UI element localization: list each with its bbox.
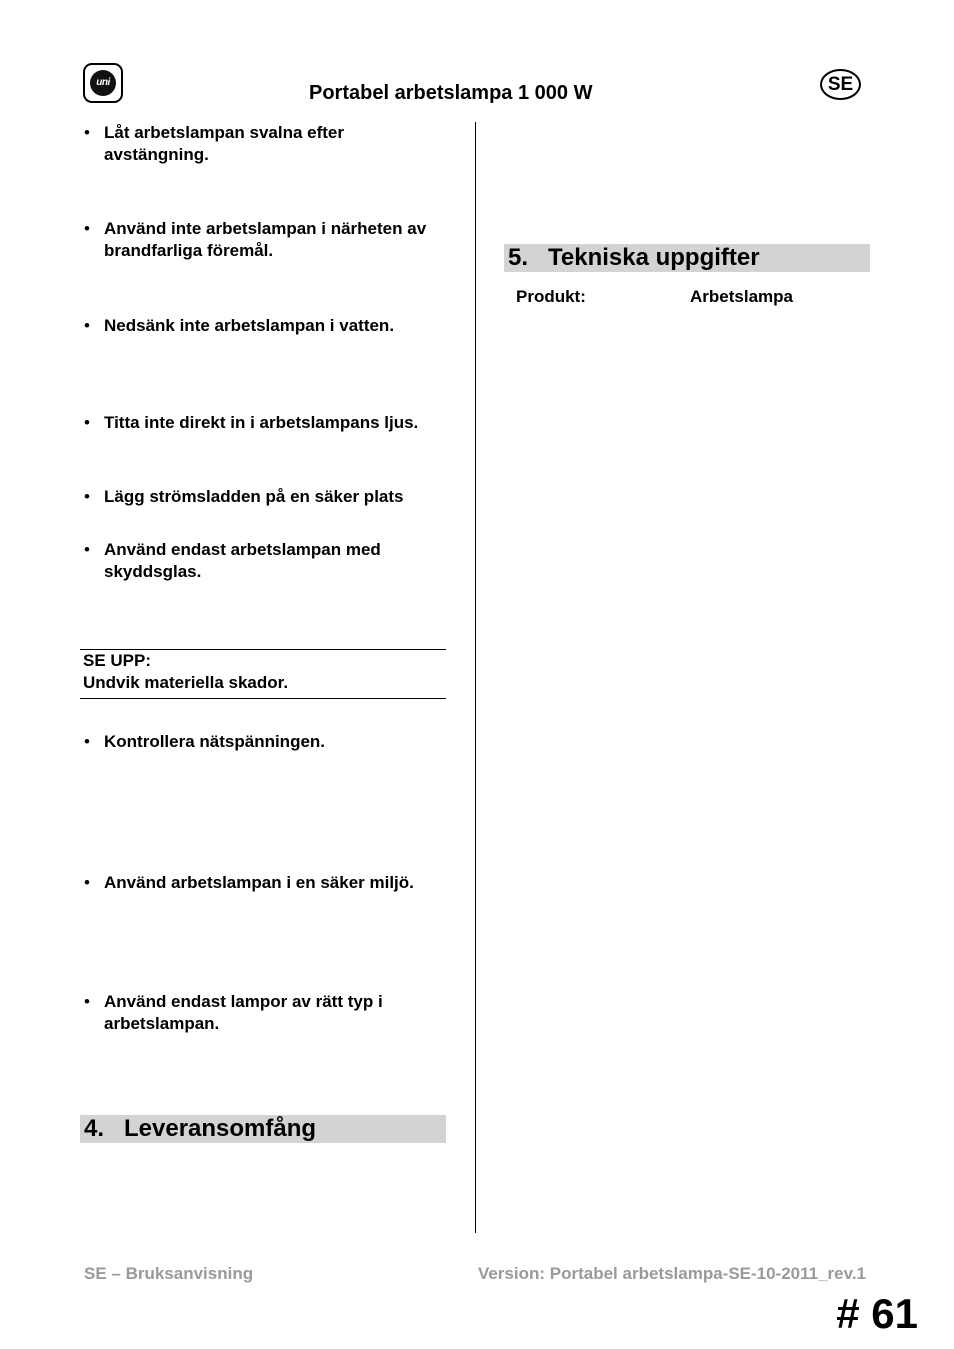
section-heading-delivery-scope <box>80 1115 446 1143</box>
safety-bullet-item <box>84 991 446 1035</box>
spec-value-product: Arbetslampa <box>690 287 793 306</box>
footer-manual-label: SE – Bruksanvisning <box>84 1264 254 1283</box>
safety-bullet-item <box>84 412 446 434</box>
bullet-marker: • <box>84 219 90 238</box>
country-code-badge: SE <box>820 69 861 100</box>
page-number: # 61 <box>836 1290 918 1337</box>
bullet-marker: • <box>84 992 90 1011</box>
bullet-text: Lägg strömsladden på en säker plats <box>104 487 404 506</box>
bullet-text: Nedsänk inte arbetslampan i vatten. <box>104 316 395 335</box>
safety-bullet-item <box>84 872 446 894</box>
bullet-marker: • <box>84 732 90 751</box>
caution-title: SE UPP: <box>83 651 152 670</box>
safety-bullet-item <box>84 486 446 508</box>
bullet-text: Kontrollera nätspänningen. <box>104 732 326 751</box>
section-number: 4. <box>84 1115 105 1142</box>
bullet-marker: • <box>84 316 90 335</box>
bullet-marker: • <box>84 873 90 892</box>
bullet-text: Använd endast arbetslampan med skyddsglas. <box>104 540 381 581</box>
uni-logo-mark: uni <box>90 70 116 96</box>
bullet-text: Använd inte arbetslampan i närheten av brandfarliga föremål. <box>104 219 427 260</box>
safety-bullet-item <box>84 218 446 262</box>
safety-bullet-item <box>84 539 446 583</box>
bullet-text: Låt arbetslampan svalna efter avstängning. <box>104 123 344 164</box>
section-title: Leveransomfång <box>124 1115 317 1142</box>
bullet-text: Titta inte direkt in i arbetslampans ljus. <box>104 413 419 432</box>
spec-label-product: Produkt: <box>516 287 586 306</box>
bullet-marker: • <box>84 413 90 432</box>
uni-logo <box>83 63 123 103</box>
section-title: Tekniska uppgifter <box>548 244 760 271</box>
column-divider <box>475 122 476 1233</box>
document-title: Portabel arbetslampa 1 000 W <box>309 82 593 104</box>
bullet-text: Använd endast lampor av rätt typ i arbetslampan. <box>104 992 383 1033</box>
footer-version: Version: Portabel arbetslampa-SE-10-2011_rev.1 <box>477 1264 866 1283</box>
section-number: 5. <box>508 244 529 271</box>
bullet-marker: • <box>84 123 90 142</box>
caution-text: Undvik materiella skador. <box>83 673 289 692</box>
safety-bullet-item <box>84 315 446 337</box>
caution-notice <box>80 649 446 699</box>
bullet-text: Använd arbetslampan i en säker miljö. <box>104 873 414 892</box>
section-heading-technical-data <box>504 244 870 272</box>
safety-bullet-item <box>84 731 446 753</box>
safety-bullet-item <box>84 122 446 166</box>
bullet-marker: • <box>84 540 90 559</box>
bullet-marker: • <box>84 487 90 506</box>
